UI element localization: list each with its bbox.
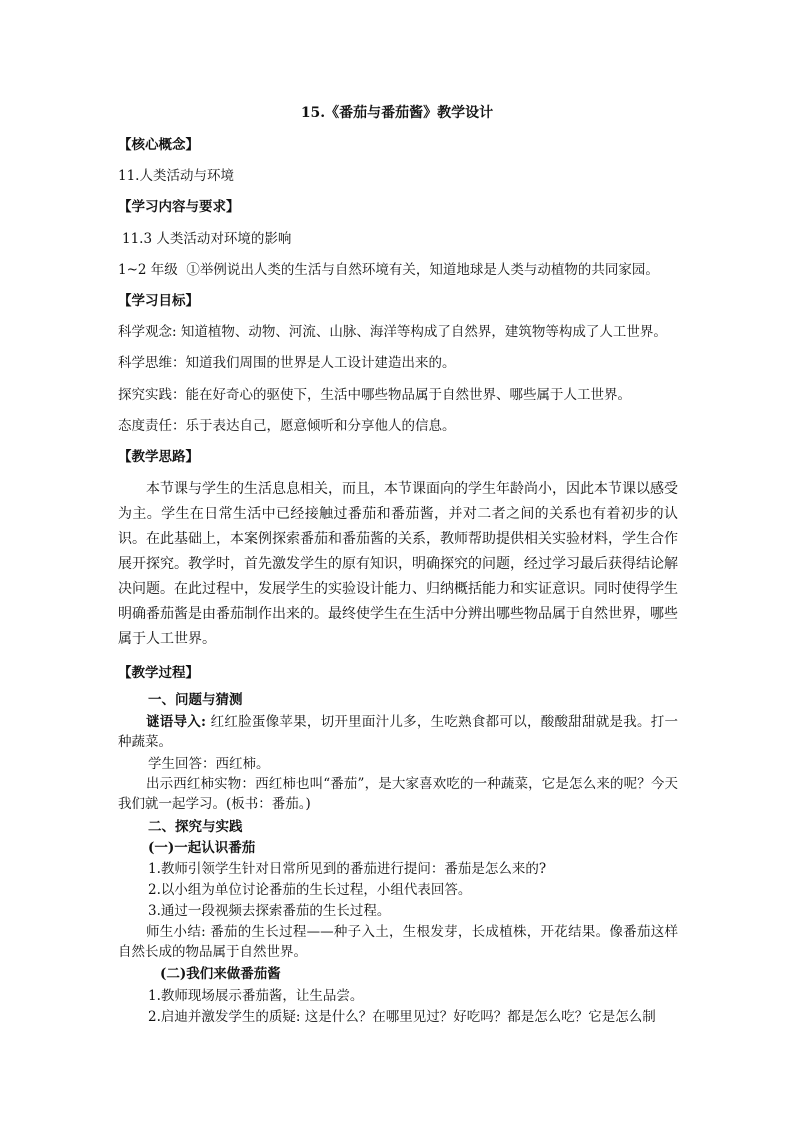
riddle-paragraph — [118, 712, 678, 752]
sub1-item: 1.教师引领学生针对日常所见到的番茄进行提问：番茄是怎么来的? — [148, 861, 547, 877]
sub2-title: (二)我们来做番茄酱 — [160, 966, 281, 982]
objective-item: 态度责任：乐于表达自己，愿意倾听和分享他人的信息。 — [118, 418, 456, 434]
sub1-item: 2.以小组为单位讨论番茄的生长过程，小组代表回答。 — [148, 882, 472, 898]
grade-text: ①举例说出人类的生活与自然环境有关，知道地球是人类与动植物的共同家园。 — [186, 262, 659, 278]
learning-content-heading: 【学习内容与要求】 — [118, 199, 240, 215]
riddle-label: 谜语导入: — [146, 714, 207, 730]
page-title: 15.《番茄与番茄酱》教学设计 — [300, 105, 494, 121]
show-tomato-paragraph: 出示西红柿实物：西红柿也叫“番茄”，是大家喜欢吃的一种蔬菜，它是怎么来的呢？今天我们就一起学习。(板书：番茄。) — [118, 776, 678, 812]
objective-item: 科学观念: 知道植物、动物、河流、山脉、海洋等构成了自然界，建筑物等构成了人工世界。 — [118, 324, 667, 340]
sub1-title: (一)一起认识番茄 — [148, 840, 256, 856]
riddle-text: 红红脸蛋像苹果，切开里面汁儿多，生吃熟食都可以，酸酸甜甜就是我。打一种蔬菜。 — [118, 714, 679, 750]
process-heading: 【教学过程】 — [118, 665, 199, 681]
learning-content-item: 11.3 人类活动对环境的影响 — [122, 231, 292, 247]
summary-paragraph: 师生小结: 番茄的生长过程——种子入土，生根发芽，长成植株，开花结果。像番茄这样自然长成的物品属于自然世界。 — [118, 924, 678, 960]
student-answer: 学生回答：西红柿。 — [148, 756, 270, 772]
objective-item: 科学思维：知道我们周围的世界是人工设计建造出来的。 — [118, 355, 456, 371]
approach-heading: 【教学思路】 — [118, 449, 199, 465]
core-concept-heading: 【核心概念】 — [118, 137, 199, 153]
objectives-heading: 【学习目标】 — [118, 293, 199, 309]
sub1-item: 3.通过一段视频去探索番茄的生长过程。 — [148, 903, 391, 919]
approach-paragraph: 本节课与学生的生活息息相关，而且，本节课面向的学生年龄尚小，因此本节课以感受为主。学生在日常生活中已经接触过番茄和番茄酱，并对二者之间的关系也有着初步的认识。在此基础上，本案例探索番茄和番茄酱的关系，教师帮助提供相关实验材料，学生合作展开探究。教学时，首先激发学生的原有知识，明确探究的问题，经过学习最后获得结论解决问题。在此过程中，发展学生的实验设计能力、归纳概括能力和实证意识。同时使得学生明确番茄酱是由番茄制作出来的。最终使学生在生活中分辨出哪些物品属于自然世界，哪些属于人工世界。 — [118, 481, 678, 647]
objective-item: 探究实践：能在好奇心的驱使下，生活中哪些物品属于自然世界、哪些属于人工世界。 — [118, 387, 631, 403]
part2-title: 二、探究与实践 — [148, 819, 243, 835]
core-concept-text: 11.人类活动与环境 — [118, 168, 234, 184]
part1-title: 一、问题与猜测 — [148, 692, 243, 708]
sub2-item: 2.启迪并激发学生的质疑: 这是什么？在哪里见过？好吃吗？都是怎么吃？它是怎么制 — [148, 1009, 656, 1025]
grade-label: 1~2 年级 — [118, 262, 178, 278]
grade-requirement — [118, 260, 659, 280]
sub2-item: 1.教师现场展示番茄酱，让生品尝。 — [148, 988, 364, 1004]
